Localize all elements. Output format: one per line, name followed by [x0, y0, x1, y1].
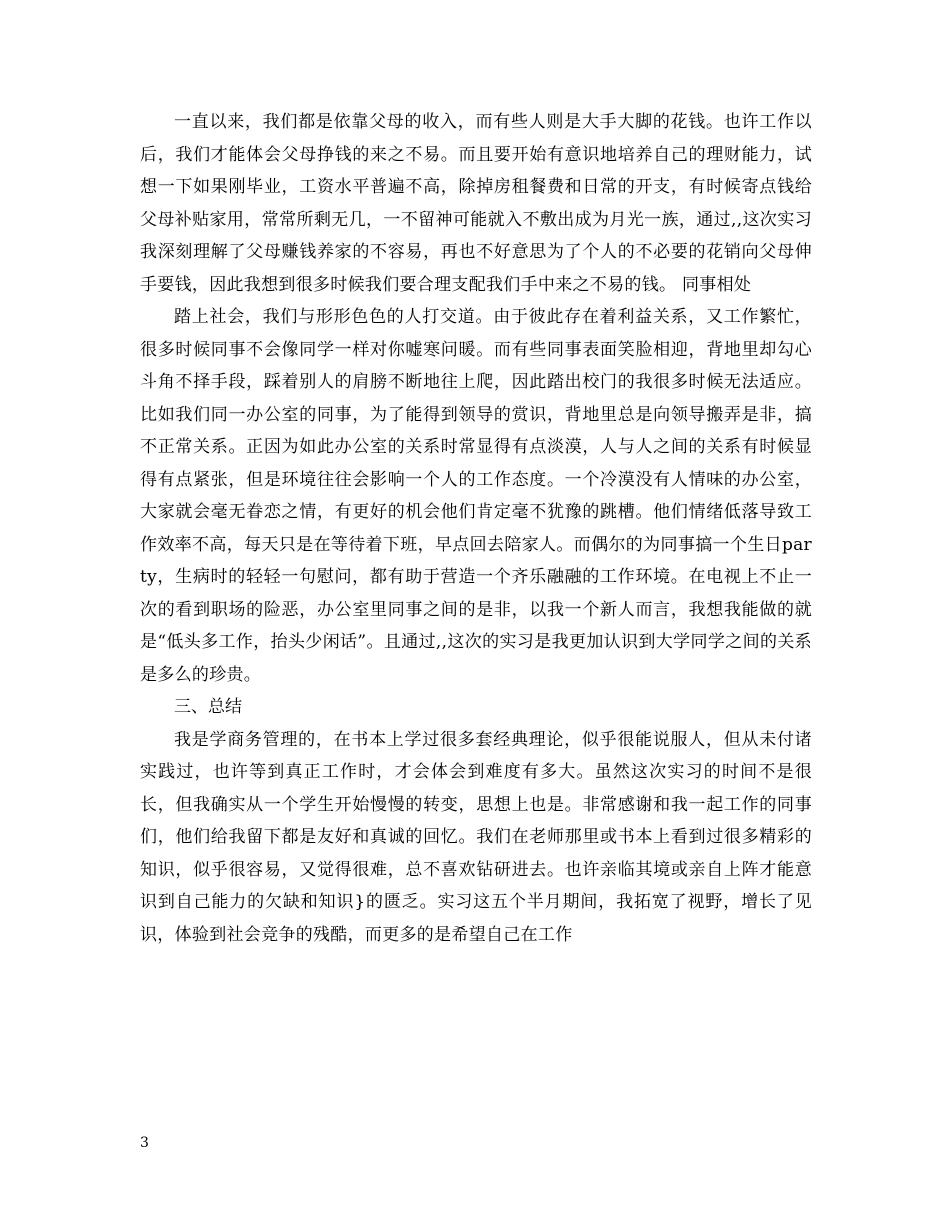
page-number: 3 — [140, 1135, 149, 1151]
document-body — [140, 106, 812, 951]
paragraph-finance: 一直以来，我们都是依靠父母的收入，而有些人则是大手大脚的花钱。也许工作以后，我们才能体会父母挣钱的来之不易。而且要开始有意识地培养自己的理财能力，试想一下如果刚毕业，工资水平普遍不高，除掉房租餐费和日常的开支，有时候寄点钱给父母补贴家用，常常所剩无几，一不留神可能就入不敷出成为月光一族，通过,,这次实习我深刻理解了父母赚钱养家的不容易，再也不好意思为了个人的不必要的花销向父母伸手要钱，因此我想到很多时候我们要合理支配我们手中来之不易的钱。 同事相处 — [140, 112, 812, 295]
paragraph-colleagues: 踏上社会，我们与形形色色的人打交道。由于彼此存在着利益关系，又工作繁忙，很多时候同事不会像同学一样对你嘘寒问暖。而有些同事表面笑脸相迎，背地里却勾心斗角不择手段，踩着别人的肩膀不断地往上爬，因此踏出校门的我很多时候无法适应。比如我们同一办公室的同事，为了能得到领导的赏识，背地里总是向领导搬弄是非，搞不正常关系。正因为如此办公室的关系时常显得有点淡漠，人与人之间的关系有时候显得有点紧张，但是环境往往会影响一个人的工作态度。一个冷漠没有人情味的办公室，大家就会毫无眷恋之情，有更好的机会他们肯定毫不犹豫的跳槽。他们情绪低落导致工作效率不高，每天只是在等待着下班，早点回去陪家人。而偶尔的为同事搞一个生日party，生病时的轻轻一句慰问，都有助于营造一个齐乐融融的工作环境。在电视上不止一次的看到职场的险恶，办公室里同事之间的是非，以我一个新人而言，我想我能做的就是“低头多工作，抬头少闲话”。且通过,,这次的实习是我更加认识到大学同学之间的关系是多么的珍贵。 — [140, 307, 812, 685]
section-heading-summary: 三、总结 — [174, 697, 242, 717]
paragraph-summary: 我是学商务管理的，在书本上学过很多套经典理论，似乎很能说服人，但从未付诸实践过，也许等到真正工作时，才会体会到难度有多大。虽然这次实习的时间不是很长，但我确实从一个学生开始慢慢的转变，思想上也是。非常感谢和我一起工作的同事们，他们给我留下都是友好和真诚的回忆。我们在老师那里或书本上看到过很多精彩的知识，似乎很容易，又觉得很难，总不喜欢钻研进去。也许亲临其境或亲自上阵才能意识到自己能力的欠缺和知识}的匮乏。实习这五个半月期间，我拓宽了视野，增长了见识，体验到社会竞争的残酷，而更多的是希望自己在工作 — [140, 729, 812, 945]
